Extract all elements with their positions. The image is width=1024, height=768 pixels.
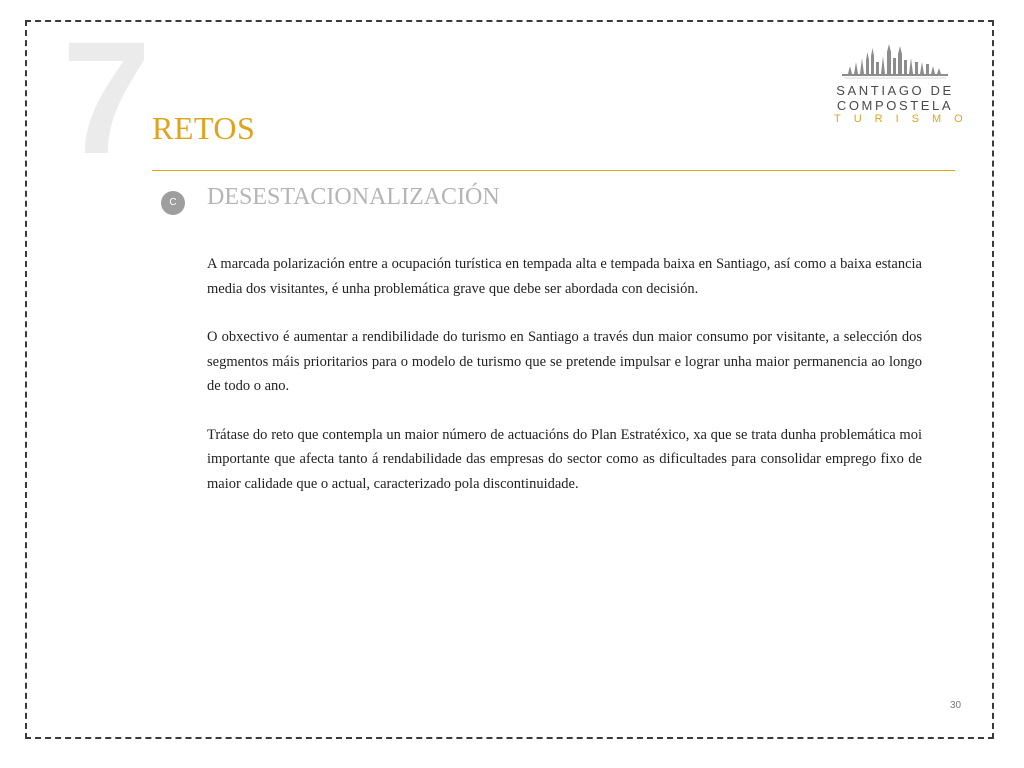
- page-number: 30: [950, 700, 962, 711]
- body-text: [207, 252, 922, 520]
- santiago-turismo-logo: [834, 40, 976, 130]
- logo-text-line1: SANTIAGO DE: [836, 83, 954, 98]
- paragraph: Trátase do reto que contempla un maior número de actuacións do Plan Estratéxico, xa que se trata dunha problemática moi importante que afecta tanto á rendabilidade das empresas do sector como as dificultades para consolidar emprego fixo de maior calidade que o actual, caracterizado pola discontinuidade.: [207, 426, 922, 492]
- subsection-title: DESESTACIONALIZACIÓN: [207, 184, 500, 210]
- section-title: RETOS: [152, 110, 256, 146]
- logo-text-line3: TURISMO: [834, 113, 976, 125]
- paragraph: A marcada polarización entre a ocupación turística en tempada alta e tempada baixa en Santiago, así como a baixa estancia media dos visitantes, é unha problemática grave que debe ser abordada con decisión.: [207, 256, 922, 297]
- paragraph: O obxectivo é aumentar a rendibilidade do turismo en Santiago a través dun maior consumo por visitante, a selección dos segmentos máis prioritarios para o modelo de turismo que se pretende impulsar e lograr unha maior permanencia ao longo de todo o ano.: [207, 329, 922, 394]
- subsection-bullet: C: [161, 191, 185, 215]
- section-divider: [152, 170, 955, 171]
- cathedral-skyline-icon: [840, 44, 950, 84]
- section-number: 7: [62, 8, 151, 187]
- logo-text-line2: COMPOSTELA: [836, 98, 954, 113]
